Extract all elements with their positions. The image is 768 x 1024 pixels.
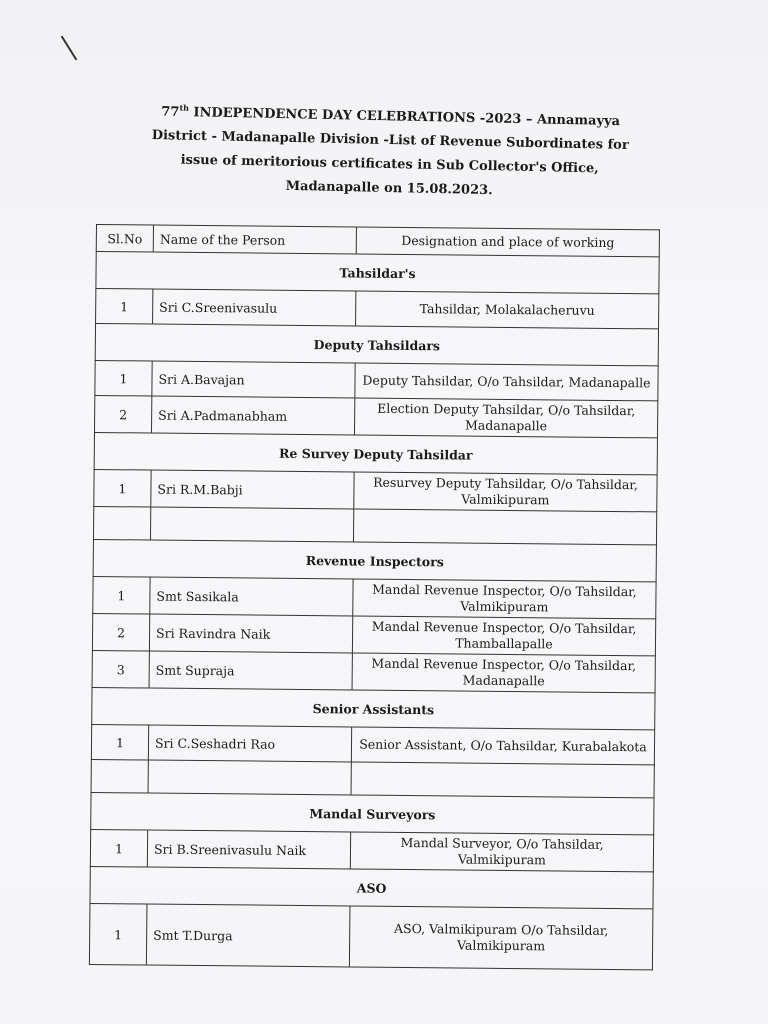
title-ordinal: 77	[161, 104, 180, 120]
cell-sl-no: 1	[89, 903, 147, 965]
cell-sl-no	[93, 506, 150, 540]
cell-name: Sri Ravindra Naik	[149, 614, 352, 653]
cell-designation	[351, 762, 654, 798]
table-row	[90, 829, 653, 871]
cell-sl-no: 3	[92, 650, 149, 688]
cell-designation: Mandal Revenue Inspector, O/o Tahsildar, Thamballapalle	[352, 616, 655, 656]
table-body	[89, 252, 659, 970]
table-row	[95, 360, 658, 400]
section-row	[94, 432, 657, 474]
header-designation: Designation and place of working	[356, 227, 659, 257]
cell-designation: ASO, Valmikipuram O/o Tahsildar, Valmikipuram	[349, 906, 653, 970]
cell-sl-no: 1	[95, 360, 152, 396]
section-title: Senior Assistants	[92, 687, 655, 729]
cell-name: Sri B.Sreenivasulu Naik	[147, 830, 350, 869]
cell-name: Smt Supraja	[149, 651, 352, 690]
table-row	[89, 903, 653, 969]
cell-designation: Resurvey Deputy Tahsildar, O/o Tahsildar, Valmikipuram	[354, 472, 657, 512]
cell-designation: Mandal Revenue Inspector, O/o Tahsildar, Madanapalle	[352, 653, 655, 693]
cell-sl-no	[91, 759, 148, 793]
cell-designation: Election Deputy Tahsildar, O/o Tahsildar, Madanapalle	[354, 398, 657, 438]
cell-designation: Deputy Tahsildar, O/o Tahsildar, Madanapalle	[355, 363, 658, 401]
cell-sl-no: 1	[94, 469, 151, 507]
section-row	[95, 324, 658, 366]
cell-name: Sri C.Seshadri Rao	[148, 725, 351, 762]
subordinates-table	[89, 224, 660, 970]
section-title: Deputy Tahsildars	[95, 324, 658, 366]
cell-sl-no: 1	[96, 289, 153, 325]
cell-designation: Senior Assistant, O/o Tahsildar, Kurabalakota	[351, 727, 654, 765]
table-row	[92, 650, 655, 692]
table-row	[96, 289, 659, 329]
pen-mark	[61, 36, 78, 61]
title-text: INDEPENDENCE DAY CELEBRATIONS -2023 – Annamayya District - Madanapalle Division -List of Revenue Subordinates for issue of meritorious certificates in Sub Collector's Office, Madanapalle on 15.08.2023.	[151, 105, 629, 199]
cell-sl-no: 2	[92, 613, 149, 651]
table-row	[94, 469, 657, 511]
cell-designation	[353, 509, 656, 545]
table-row	[91, 724, 654, 764]
header-name: Name of the Person	[153, 225, 356, 254]
cell-name: Smt Sasikala	[150, 577, 353, 616]
table-row	[93, 576, 656, 618]
section-title: ASO	[90, 866, 653, 908]
section-row	[92, 687, 655, 729]
section-row	[90, 866, 653, 908]
cell-name: Smt T.Durga	[146, 904, 350, 967]
cell-name: Sri C.Sreenivasulu	[153, 289, 356, 326]
cell-name	[148, 760, 351, 795]
document-title	[149, 95, 631, 206]
cell-sl-no: 1	[93, 576, 150, 614]
table-row	[91, 759, 654, 797]
section-row	[91, 792, 654, 834]
table-row	[93, 506, 656, 544]
section-title: Revenue Inspectors	[93, 539, 656, 581]
cell-name: Sri A.Bavajan	[152, 361, 355, 398]
cell-designation: Mandal Revenue Inspector, O/o Tahsildar, Valmikipuram	[353, 579, 656, 619]
title-ordinal-suffix: th	[179, 102, 190, 113]
cell-designation: Mandal Surveyor, O/o Tahsildar, Valmikipuram	[350, 832, 653, 872]
cell-sl-no: 2	[94, 395, 151, 433]
section-title: Mandal Surveyors	[91, 792, 654, 834]
cell-sl-no: 1	[90, 829, 147, 867]
header-sl-no: Sl.No	[96, 225, 153, 253]
table-row	[94, 395, 657, 437]
cell-sl-no: 1	[91, 724, 148, 760]
cell-name	[150, 507, 353, 542]
cell-name: Sri R.M.Babji	[151, 470, 354, 509]
cell-name: Sri A.Padmanabham	[151, 396, 354, 435]
section-row	[96, 252, 659, 294]
section-row	[93, 539, 656, 581]
cell-designation: Tahsildar, Molakalacheruvu	[356, 291, 659, 329]
section-title: Tahsildar's	[96, 252, 659, 294]
table-row	[92, 613, 655, 655]
section-title: Re Survey Deputy Tahsildar	[94, 432, 657, 474]
